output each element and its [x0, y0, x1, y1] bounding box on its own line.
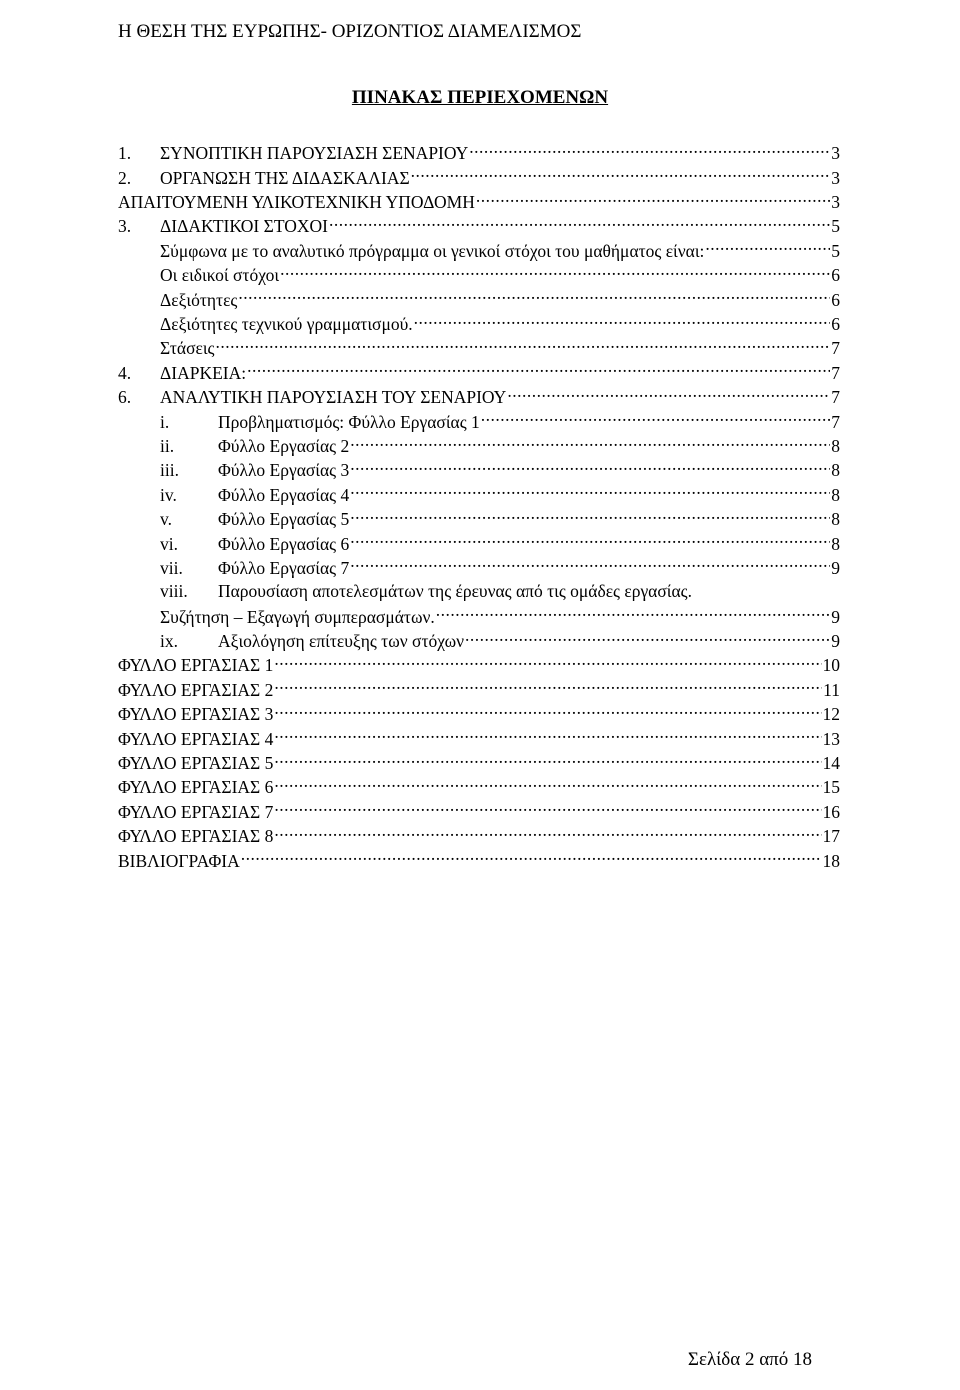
- toc-entry-number: ix.: [160, 631, 178, 652]
- toc-entry[interactable]: [118, 506, 840, 530]
- toc-entry[interactable]: [118, 384, 840, 408]
- toc-entry-page: 9: [831, 606, 840, 627]
- toc-entry[interactable]: [118, 213, 840, 237]
- toc-entry[interactable]: [118, 774, 840, 798]
- toc-entry-number: vii.: [160, 557, 183, 578]
- toc-dot-leader: [436, 603, 831, 622]
- toc-dot-leader: [238, 286, 830, 305]
- toc-entry[interactable]: [118, 433, 840, 457]
- toc-entry-number: viii.: [160, 581, 188, 602]
- toc-dot-leader: [465, 628, 830, 647]
- toc-entry[interactable]: [118, 457, 840, 481]
- toc-entry-label: Φύλλο Εργασίας 5: [218, 509, 350, 530]
- toc-entry[interactable]: [118, 579, 840, 603]
- toc-dot-leader: [329, 213, 830, 232]
- toc-entry[interactable]: [118, 286, 840, 310]
- toc-dot-leader: [507, 384, 830, 403]
- toc-entry[interactable]: [118, 603, 840, 627]
- toc-dot-leader: [350, 457, 830, 476]
- toc-entry-page: 9: [831, 631, 840, 652]
- toc-entry-page: 10: [822, 655, 840, 676]
- toc-entry-page: 8: [831, 533, 840, 554]
- toc-entry[interactable]: [118, 311, 840, 335]
- toc-entry-page: 16: [822, 801, 840, 822]
- toc-entry-label: ΦΥΛΛΟ ΕΡΓΑΣΙΑΣ 8: [118, 826, 274, 847]
- toc-entry-page: 6: [831, 313, 840, 334]
- toc-entry-label: Φύλλο Εργασίας 2: [218, 435, 350, 456]
- toc-dot-leader: [274, 701, 821, 720]
- toc-entry-number: i.: [160, 411, 170, 432]
- toc-entry-page: 5: [831, 216, 840, 237]
- toc-entry[interactable]: [118, 481, 840, 505]
- toc-entry-label: Συζήτηση – Εξαγωγή συμπερασμάτων.: [160, 606, 435, 627]
- toc-entry-number: iii.: [160, 460, 179, 481]
- toc-entry-label: ΦΥΛΛΟ ΕΡΓΑΣΙΑΣ 5: [118, 753, 274, 774]
- toc-entry[interactable]: [118, 628, 840, 652]
- toc-dot-leader: [274, 677, 822, 696]
- toc-entry-page: 8: [831, 460, 840, 481]
- toc-entry[interactable]: [118, 555, 840, 579]
- toc-entry[interactable]: [118, 164, 840, 188]
- toc-entry[interactable]: [118, 335, 840, 359]
- toc-entry-page: 8: [831, 484, 840, 505]
- toc-entry[interactable]: [118, 140, 840, 164]
- toc-entry-label: Προβληματισμός: Φύλλο Εργασίας 1: [218, 411, 480, 432]
- toc-entry-label: ΦΥΛΛΟ ΕΡΓΑΣΙΑΣ 2: [118, 679, 274, 700]
- toc-entry-page: 18: [822, 850, 840, 871]
- toc-entry-label: ΦΥΛΛΟ ΕΡΓΑΣΙΑΣ 3: [118, 704, 274, 725]
- toc-entry-label: ΒΙΒΛΙΟΓΡΑΦΙΑ: [118, 850, 240, 871]
- toc-dot-leader: [350, 530, 830, 549]
- toc-dot-leader: [274, 774, 821, 793]
- toc-entry-page: 12: [822, 704, 840, 725]
- toc-entry-number: v.: [160, 509, 172, 530]
- toc-entry-number: ii.: [160, 435, 175, 456]
- toc-entry[interactable]: [118, 847, 840, 871]
- toc-dot-leader: [350, 481, 830, 500]
- toc-entry-page: 3: [831, 143, 840, 164]
- toc-entry-label: ΦΥΛΛΟ ΕΡΓΑΣΙΑΣ 6: [118, 777, 274, 798]
- toc-entry-label: Οι ειδικοί στόχοι: [160, 265, 280, 286]
- toc-dot-leader: [411, 164, 831, 183]
- toc-title-text: ΠΙΝΑΚΑΣ ΠΕΡΙΕΧΟΜΕΝΩΝ: [351, 87, 609, 108]
- toc-entry-label: ΦΥΛΛΟ ΕΡΓΑΣΙΑΣ 7: [118, 801, 274, 822]
- toc-title: [0, 86, 960, 110]
- toc-entry-page: 13: [822, 728, 840, 749]
- toc-entry-number: 4.: [118, 362, 132, 383]
- toc-entry[interactable]: [118, 799, 840, 823]
- table-of-contents: [118, 140, 840, 872]
- toc-entry-page: 6: [831, 265, 840, 286]
- toc-entry-number: 1.: [118, 143, 132, 164]
- toc-entry-label: ΑΠΑΙΤΟΥΜΕΝΗ ΥΛΙΚΟΤΕΧΝΙΚΗ ΥΠΟΔΟΜΗ: [118, 192, 475, 213]
- toc-entry[interactable]: [118, 823, 840, 847]
- toc-entry[interactable]: [118, 530, 840, 554]
- toc-dot-leader: [705, 238, 830, 257]
- toc-entry-page: 7: [831, 387, 840, 408]
- toc-entry-label: ΦΥΛΛΟ ΕΡΓΑΣΙΑΣ 4: [118, 728, 274, 749]
- toc-dot-leader: [476, 189, 830, 208]
- toc-dot-leader: [216, 335, 831, 354]
- toc-dot-leader: [481, 408, 830, 427]
- toc-entry[interactable]: [118, 652, 840, 676]
- toc-entry-label: ΦΥΛΛΟ ΕΡΓΑΣΙΑΣ 1: [118, 655, 274, 676]
- toc-dot-leader: [350, 433, 830, 452]
- running-header: Η ΘΕΣΗ ΤΗΣ ΕΥΡΩΠΗΣ- ΟΡΙΖΟΝΤΙΟΣ ΔΙΑΜΕΛΙΣΜΟΣ: [118, 21, 582, 42]
- toc-entry-label: ΟΡΓΑΝΩΣΗ ΤΗΣ ΔΙΔΑΣΚΑΛΙΑΣ: [160, 167, 410, 188]
- toc-dot-leader: [350, 555, 830, 574]
- toc-entry-page: 7: [831, 362, 840, 383]
- toc-entry-number: 6.: [118, 387, 132, 408]
- toc-entry-page: 6: [831, 289, 840, 310]
- toc-entry[interactable]: [118, 360, 840, 384]
- toc-entry-label: ΔΙΔΑΚΤΙΚΟΙ ΣΤΟΧΟΙ: [160, 216, 328, 237]
- toc-entry-page: 3: [831, 192, 840, 213]
- toc-entry-label: Σύμφωνα με το αναλυτικό πρόγραμμα οι γενικοί στόχοι του μαθήματος είναι:: [160, 240, 705, 261]
- toc-entry[interactable]: [118, 725, 840, 749]
- toc-dot-leader: [274, 652, 821, 671]
- toc-entry-page: 17: [822, 826, 840, 847]
- toc-entry-label: ΣΥΝΟΠΤΙΚΗ ΠΑΡΟΥΣΙΑΣΗ ΣΕΝΑΡΙΟΥ: [160, 143, 469, 164]
- toc-entry[interactable]: [118, 262, 840, 286]
- toc-entry-label: Στάσεις: [160, 338, 215, 359]
- toc-entry-page: 8: [831, 435, 840, 456]
- toc-entry-page: 5: [831, 240, 840, 261]
- toc-entry-number: 2.: [118, 167, 132, 188]
- toc-dot-leader: [469, 140, 830, 159]
- toc-entry-page: 3: [831, 167, 840, 188]
- toc-dot-leader: [241, 847, 822, 866]
- toc-entry-label: ΔΙΑΡΚΕΙΑ:: [160, 362, 247, 383]
- toc-dot-leader: [274, 750, 821, 769]
- page-number-footer: Σελίδα 2 από 18: [687, 1349, 812, 1370]
- toc-entry-label: Αξιολόγηση επίτευξης των στόχων: [218, 631, 465, 652]
- toc-dot-leader: [280, 262, 830, 281]
- toc-dot-leader: [414, 311, 831, 330]
- toc-entry-label: Φύλλο Εργασίας 3: [218, 460, 350, 481]
- toc-entry-page: 8: [831, 509, 840, 530]
- toc-entry-label: Δεξιότητες τεχνικού γραμματισμού.: [160, 313, 413, 334]
- toc-entry-page: 11: [823, 679, 840, 700]
- toc-entry-number: vi.: [160, 533, 178, 554]
- toc-dot-leader: [274, 823, 821, 842]
- toc-entry-page: 15: [822, 777, 840, 798]
- toc-entry-label: Φύλλο Εργασίας 7: [218, 557, 350, 578]
- toc-entry-page: 14: [822, 753, 840, 774]
- toc-entry-page: 7: [831, 338, 840, 359]
- toc-dot-leader: [247, 360, 830, 379]
- toc-entry[interactable]: [118, 238, 840, 262]
- toc-entry[interactable]: [118, 701, 840, 725]
- toc-entry[interactable]: [118, 408, 840, 432]
- toc-dot-leader: [350, 506, 830, 525]
- toc-entry[interactable]: [118, 189, 840, 213]
- toc-entry-label: ΑΝΑΛΥΤΙΚΗ ΠΑΡΟΥΣΙΑΣΗ ΤΟΥ ΣΕΝΑΡΙΟΥ: [160, 387, 507, 408]
- toc-entry-number: iv.: [160, 484, 177, 505]
- toc-entry-label: Φύλλο Εργασίας 4: [218, 484, 350, 505]
- toc-dot-leader: [274, 799, 821, 818]
- toc-entry-number: 3.: [118, 216, 132, 237]
- toc-entry-page: 7: [831, 411, 840, 432]
- toc-entry-label: Φύλλο Εργασίας 6: [218, 533, 350, 554]
- toc-entry-page: 9: [831, 557, 840, 578]
- toc-entry-label: Παρουσίαση αποτελεσμάτων της έρευνας από τις ομάδες εργασίας.: [218, 581, 692, 602]
- toc-dot-leader: [274, 725, 821, 744]
- toc-entry[interactable]: [118, 750, 840, 774]
- toc-entry[interactable]: [118, 677, 840, 701]
- toc-entry-label: Δεξιότητες: [160, 289, 238, 310]
